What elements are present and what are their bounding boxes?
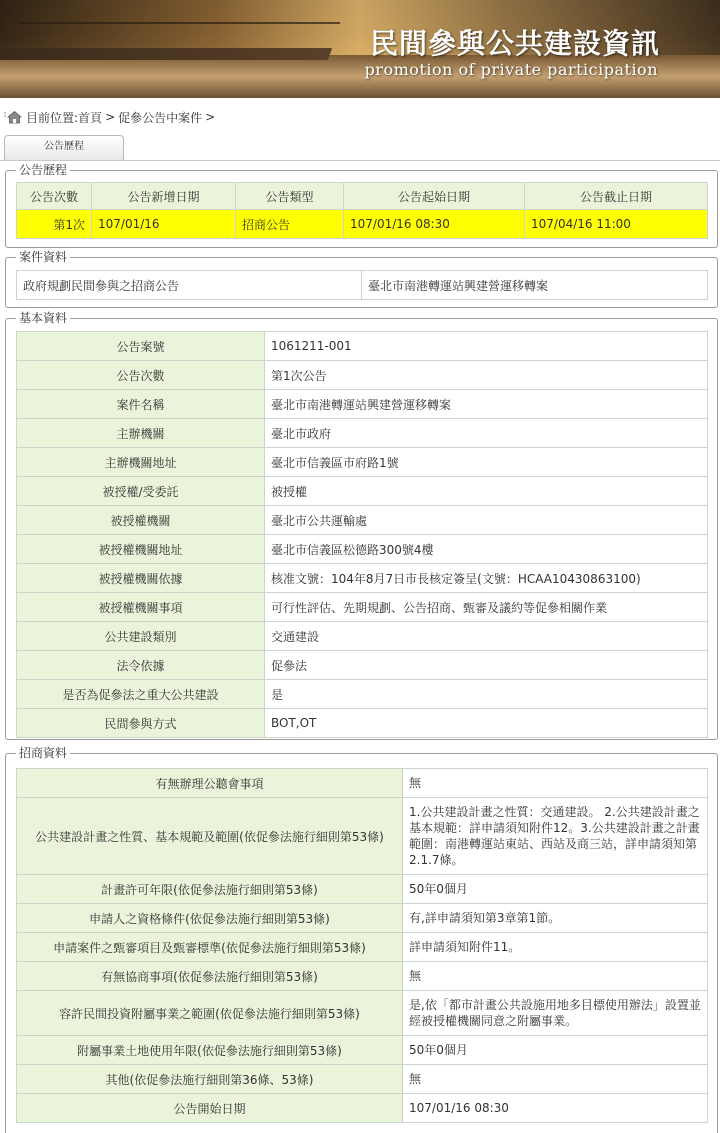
field-label: 有無協商事項(依促參法施行細則第53條) xyxy=(17,962,403,991)
table-row[interactable] xyxy=(17,210,708,239)
field-value: 臺北市信義區市府路1號 xyxy=(265,448,708,477)
site-banner xyxy=(0,0,720,98)
field-label: 其他(依促參法施行細則第36條、53條) xyxy=(17,1065,403,1094)
site-title: 民間參與公共建設資訊 xyxy=(369,27,660,60)
field-value: 是 xyxy=(265,680,708,709)
field-value: 詳申請須知附件11。 xyxy=(403,933,708,962)
field-label: 申請人之資格條件(依促參法施行細則第53條) xyxy=(17,904,403,933)
history-col-added-date: 公告新增日期 xyxy=(92,183,236,210)
field-label: 被授權機關 xyxy=(17,506,265,535)
field-value: 無 xyxy=(403,1065,708,1094)
case-name: 臺北市南港轉運站興建營運移轉案 xyxy=(362,271,708,300)
field-value: BOT,OT xyxy=(265,709,708,738)
field-label: 附屬事業土地使用年限(依促參法施行細則第53條) xyxy=(17,1036,403,1065)
table-row xyxy=(17,361,708,390)
table-row xyxy=(17,271,708,300)
table-row xyxy=(17,332,708,361)
field-value: 1.公共建設計畫之性質：交通建設。 2.公共建設計畫之基本規範：詳申請須知附件12。3.公共建設計畫之計畫範圍：南港轉運站東站、西站及商三站，詳申請須知第2.1.7條。 xyxy=(403,798,708,875)
field-value: 是,依「都市計畫公共設施用地多目標使用辦法」設置並經被授權機關同意之附屬事業。 xyxy=(403,991,708,1036)
site-subtitle: promotion of private participation xyxy=(364,60,658,79)
table-row xyxy=(17,651,708,680)
table-row xyxy=(17,390,708,419)
field-label: 被授權機關依據 xyxy=(17,564,265,593)
table-row xyxy=(17,1094,708,1123)
table-row xyxy=(17,448,708,477)
field-value: 臺北市信義區松德路300號4樓 xyxy=(265,535,708,564)
field-value: 臺北市南港轉運站興建營運移轉案 xyxy=(265,390,708,419)
table-row xyxy=(17,1036,708,1065)
history-table xyxy=(16,182,708,239)
field-value: 第1次公告 xyxy=(265,361,708,390)
invest-info-section xyxy=(5,746,718,1133)
field-value: 有,詳申請須知第3章第1節。 xyxy=(403,904,708,933)
table-row xyxy=(17,904,708,933)
table-row xyxy=(17,506,708,535)
history-legend: 公告歷程 xyxy=(16,162,70,178)
field-value: 交通建設 xyxy=(265,622,708,651)
invest-info-table xyxy=(16,768,708,1123)
invest-info-legend: 招商資料 xyxy=(16,745,70,761)
field-label: 申請案件之甄審項目及甄審標準(依促參法施行細則第53條) xyxy=(17,933,403,962)
table-row xyxy=(17,419,708,448)
field-value: 50年0個月 xyxy=(403,1036,708,1065)
breadcrumb-current-link[interactable]: 促參公告中案件 xyxy=(118,110,203,125)
case-table xyxy=(16,270,708,300)
table-row xyxy=(17,593,708,622)
field-value: 無 xyxy=(403,769,708,798)
table-row xyxy=(17,477,708,506)
table-row xyxy=(17,798,708,875)
table-row xyxy=(17,709,708,738)
field-label: 民間參與方式 xyxy=(17,709,265,738)
field-label: 案件名稱 xyxy=(17,390,265,419)
field-label: 公告案號 xyxy=(17,332,265,361)
field-value: 核准文號：104年8月7日市長核定簽呈(文號：HCAA10430863100) xyxy=(265,564,708,593)
field-value: 107/01/16 08:30 xyxy=(403,1094,708,1123)
field-label: 計畫許可年限(依促參法施行細則第53條) xyxy=(17,875,403,904)
table-row xyxy=(17,933,708,962)
history-cell-count: 第1次 xyxy=(17,210,92,239)
field-value: 臺北市公共運輸處 xyxy=(265,506,708,535)
field-label: 法令依據 xyxy=(17,651,265,680)
breadcrumb-home-link[interactable]: 首頁 xyxy=(78,110,103,125)
table-row xyxy=(17,991,708,1036)
history-col-count: 公告次數 xyxy=(17,183,92,210)
banner-boardwalk-image xyxy=(0,48,332,60)
case-type: 政府規劃民間參與之招商公告 xyxy=(17,271,362,300)
basic-info-table xyxy=(16,331,708,738)
field-label: 公共建設類別 xyxy=(17,622,265,651)
breadcrumb-prefix: 目前位置: xyxy=(26,110,79,125)
field-value: 可行性評估、先期規劃、公告招商、甄審及議約等促參相關作業 xyxy=(265,593,708,622)
field-label: 主辦機關地址 xyxy=(17,448,265,477)
basic-info-legend: 基本資料 xyxy=(16,310,70,326)
history-col-end-date: 公告截止日期 xyxy=(525,183,708,210)
banner-railing-image xyxy=(20,22,340,24)
table-row xyxy=(17,875,708,904)
breadcrumb-separator: > xyxy=(205,110,216,124)
history-col-start-date: 公告起始日期 xyxy=(344,183,525,210)
table-row xyxy=(17,535,708,564)
field-value: 無 xyxy=(403,962,708,991)
basic-info-section xyxy=(5,311,718,740)
table-row xyxy=(17,622,708,651)
field-label: 被授權機關事項 xyxy=(17,593,265,622)
home-icon xyxy=(4,110,22,124)
field-label: 被授權/受委託 xyxy=(17,477,265,506)
field-label: 被授權機關地址 xyxy=(17,535,265,564)
tab-announcement-history[interactable]: 公告歷程 xyxy=(4,135,124,161)
table-row xyxy=(17,962,708,991)
field-value: 促參法 xyxy=(265,651,708,680)
table-row xyxy=(17,680,708,709)
history-col-type: 公告類型 xyxy=(236,183,344,210)
breadcrumb-separator: > xyxy=(105,110,116,124)
field-label: 容許民間投資附屬事業之範圍(依促參法施行細則第53條) xyxy=(17,991,403,1036)
case-legend: 案件資料 xyxy=(16,249,70,265)
field-label: 公告次數 xyxy=(17,361,265,390)
field-value: 臺北市政府 xyxy=(265,419,708,448)
breadcrumb xyxy=(4,108,218,126)
history-cell-end-date: 107/04/16 11:00 xyxy=(525,210,708,239)
field-label: 是否為促參法之重大公共建設 xyxy=(17,680,265,709)
table-row xyxy=(17,1065,708,1094)
field-label: 公共建設計畫之性質、基本規範及範圍(依促參法施行細則第53條) xyxy=(17,798,403,875)
field-label: 有無辦理公聽會事項 xyxy=(17,769,403,798)
field-label: 公告開始日期 xyxy=(17,1094,403,1123)
tab-underline xyxy=(0,160,720,161)
history-cell-added-date: 107/01/16 xyxy=(92,210,236,239)
history-cell-start-date: 107/01/16 08:30 xyxy=(344,210,525,239)
history-cell-type: 招商公告 xyxy=(236,210,344,239)
table-row xyxy=(17,769,708,798)
field-value: 被授權 xyxy=(265,477,708,506)
table-row xyxy=(17,564,708,593)
case-section xyxy=(5,250,718,308)
field-value: 1061211-001 xyxy=(265,332,708,361)
field-label: 主辦機關 xyxy=(17,419,265,448)
field-value: 50年0個月 xyxy=(403,875,708,904)
history-header-row xyxy=(17,183,708,210)
history-section xyxy=(5,163,718,248)
